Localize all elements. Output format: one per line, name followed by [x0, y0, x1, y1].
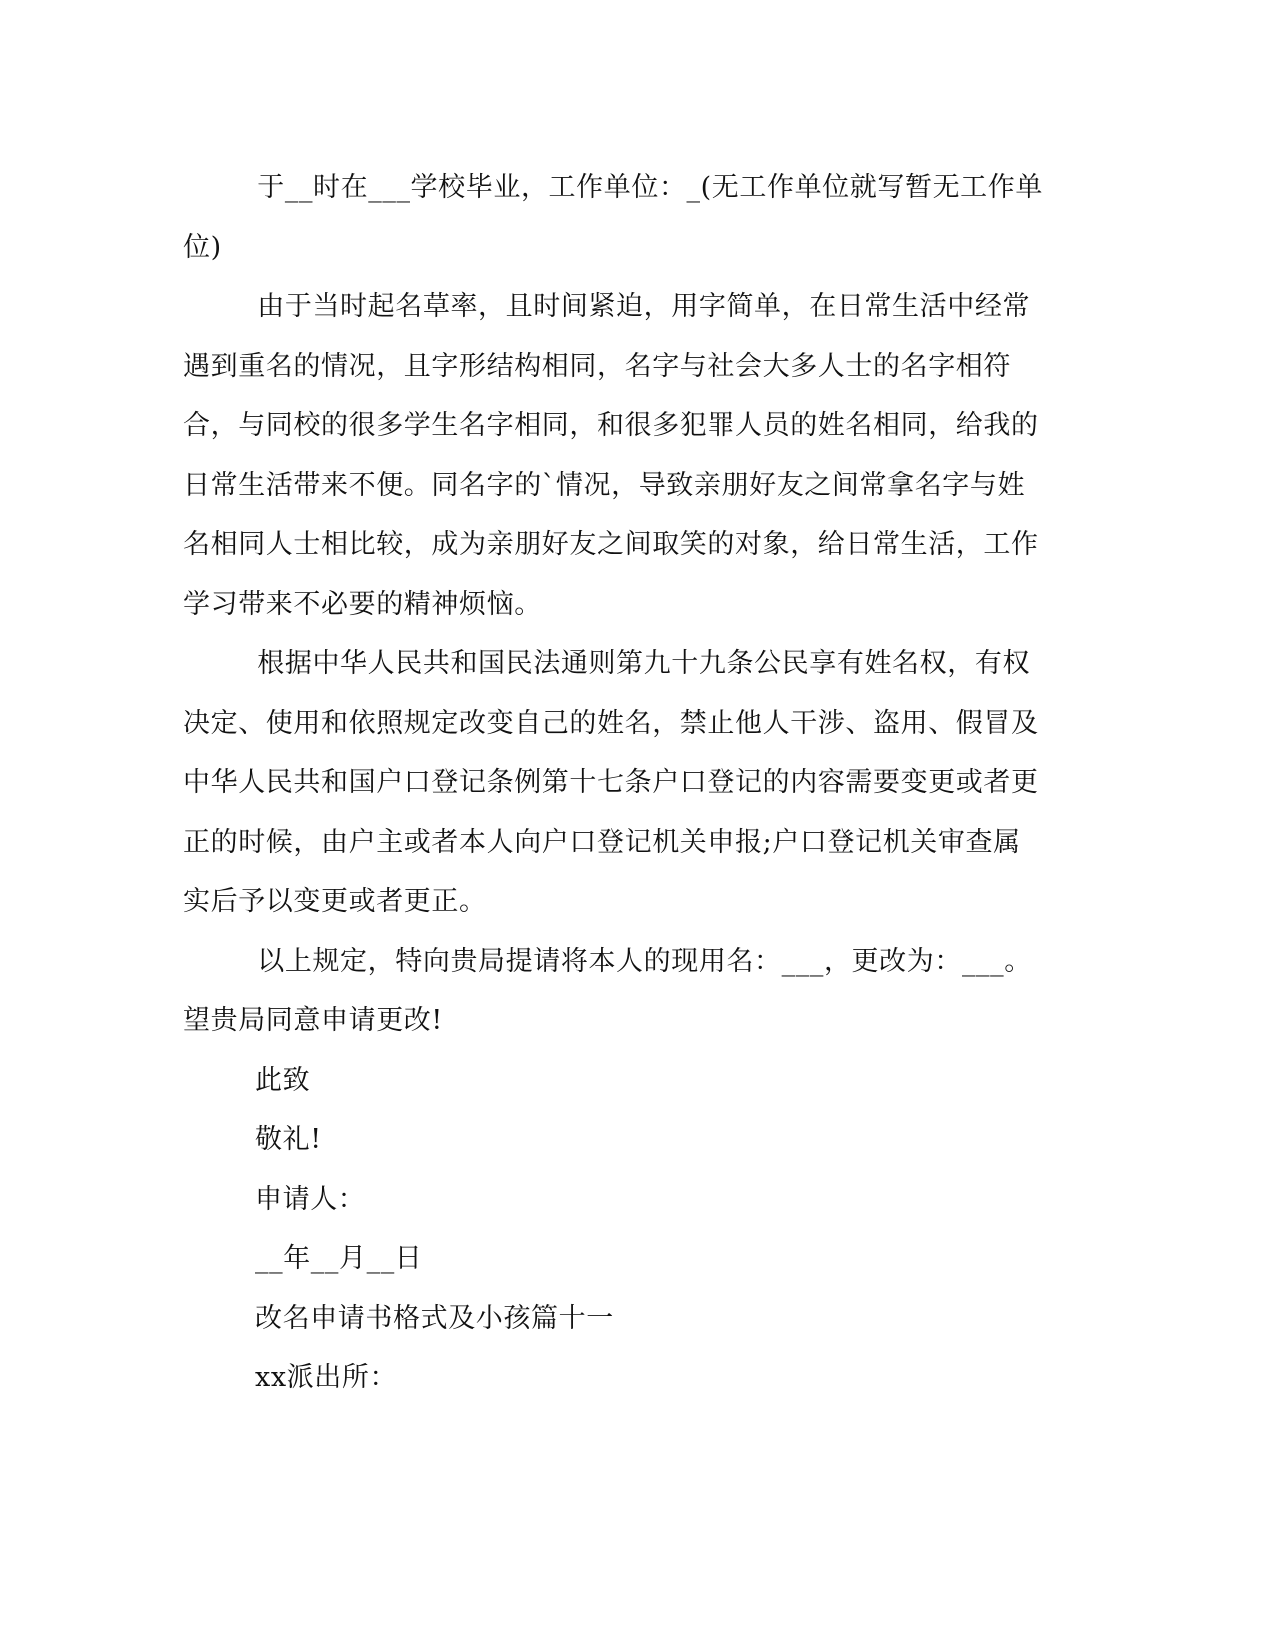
addressee: xx派出所： [255, 1362, 398, 1393]
applicant-label: 申请人： [255, 1183, 366, 1215]
document-body [183, 158, 1043, 1408]
date-line: __年__月__日 [255, 1243, 423, 1274]
closing-salutation: 此致 [255, 1064, 311, 1096]
paragraph-graduation: 于__时在___学校毕业，工作单位：_(无工作单位就写暂无工作单位) [183, 172, 1043, 263]
paragraph-reason: 由于当时起名草率，且时间紧迫，用字简单，在日常生活中经常遇到重名的情况，且字形结构相同，名字与社会大多人士的名字相符合，与同校的很多学生名字相同，和很多犯罪人员的姓名相同，给我的日常生活带来不便。同名字的`情况，导致亲朋好友之间常拿名字与姓名相同人士相比较，成为亲朋好友之间取笑的对象，给日常生活，工作学习带来不必要的精神烦恼。 [183, 291, 1039, 620]
paragraph-legal-basis: 根据中华人民共和国民法通则第九十九条公民享有姓名权，有权决定、使用和依照规定改变自己的姓名，禁止他人干涉、盗用、假冒及中华人民共和国户口登记条例第十七条户口登记的内容需要变更或者更正的时候，由户主或者本人向户口登记机关申报;户口登记机关审查属实后予以变更或者更正。 [183, 648, 1039, 917]
section-heading: 改名申请书格式及小孩篇十一 [255, 1302, 614, 1334]
closing-regards: 敬礼! [255, 1124, 322, 1155]
paragraph-request: 以上规定，特向贵局提请将本人的现用名：___，更改为：___。望贵局同意申请更改! [183, 945, 1032, 1036]
